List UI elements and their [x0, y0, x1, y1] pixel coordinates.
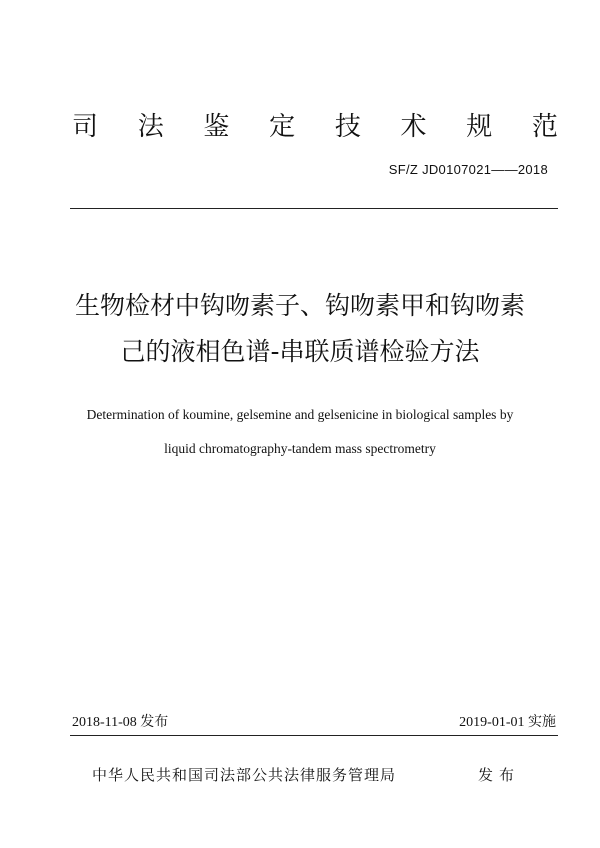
- category-char: 技: [334, 112, 361, 142]
- english-title-line-1: Determination of koumine, gelsemine and gelsenicine in biological samples by: [86, 407, 514, 422]
- publish-label: 发布: [478, 766, 521, 784]
- implementation-date: 2019-01-01 实施: [459, 715, 556, 730]
- category-char: 司: [72, 112, 99, 142]
- english-title: [30, 398, 570, 466]
- chinese-title-line-2: 己的液相色谱-串联质谱检验方法: [120, 337, 480, 366]
- chinese-title: [40, 283, 560, 375]
- category-char: 定: [269, 112, 296, 142]
- category-char: 法: [137, 112, 164, 142]
- bottom-divider: [70, 735, 558, 736]
- category-char: 规: [466, 112, 493, 142]
- publisher-name: 中华人民共和国司法部公共法律服务管理局: [92, 766, 397, 784]
- category-char: 术: [400, 112, 427, 142]
- category-char: 范: [531, 112, 558, 142]
- document-category-title: [72, 112, 558, 142]
- english-title-line-2: liquid chromatography-tandem mass spectrometry: [164, 441, 436, 456]
- issue-date: 2018-11-08 发布: [72, 715, 169, 730]
- category-char: 鉴: [203, 112, 230, 142]
- top-divider: [70, 208, 558, 209]
- standard-code: SF/Z JD0107021——2018: [388, 162, 548, 177]
- chinese-title-line-1: 生物检材中钩吻素子、钩吻素甲和钩吻素: [74, 291, 525, 320]
